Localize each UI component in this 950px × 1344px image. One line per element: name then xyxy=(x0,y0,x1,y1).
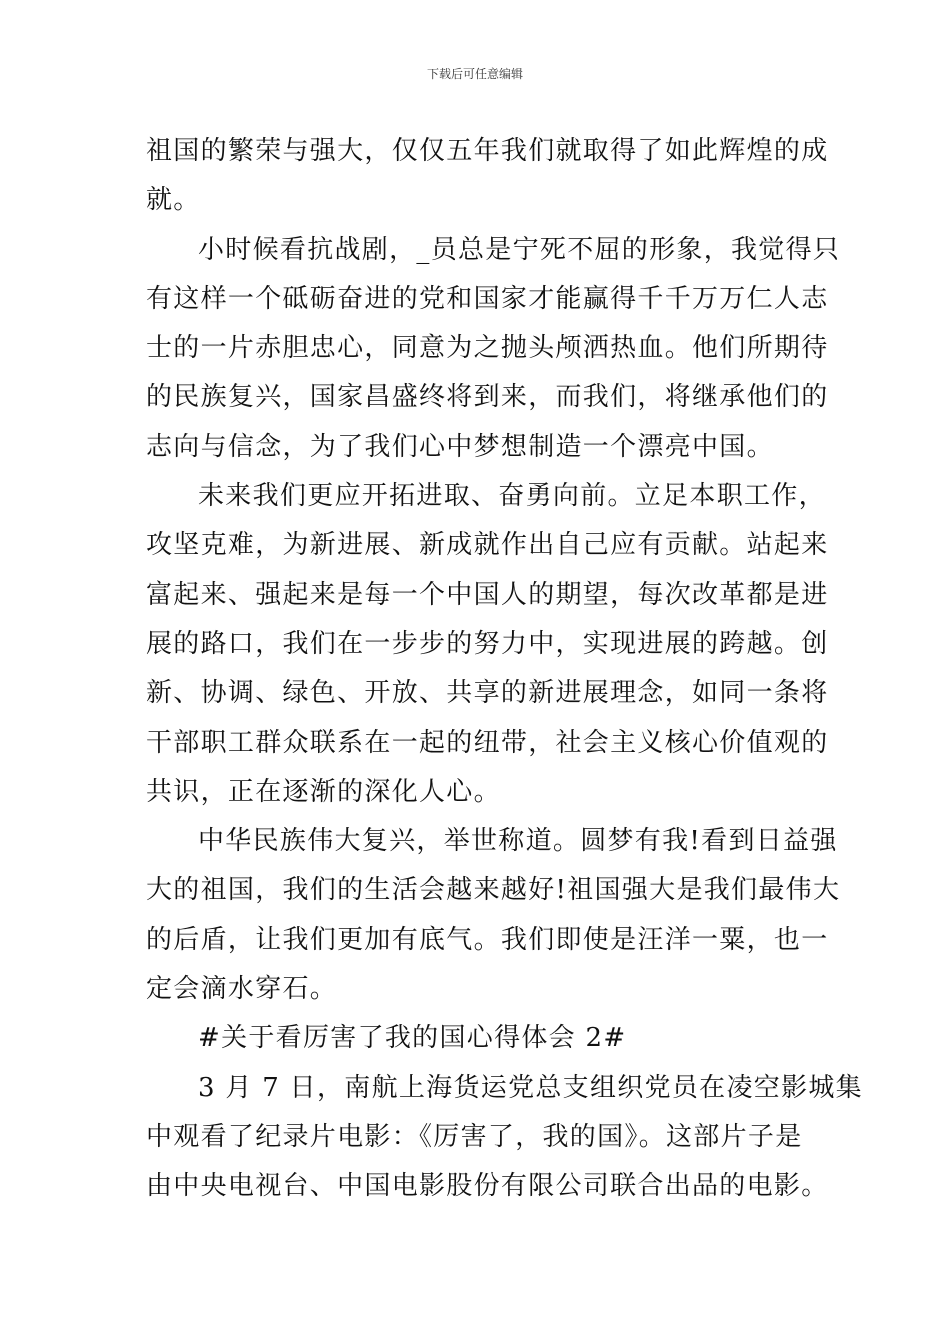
text-line: 大的祖国，我们的生活会越来越好!祖国强大是我们最伟大 xyxy=(146,875,841,906)
text-line: 未来我们更应开拓进取、奋勇向前。立足本职工作， xyxy=(198,481,826,512)
text-line: 攻坚克难，为新进展、新成就作出自己应有贡献。站起来 xyxy=(146,530,829,561)
document-body xyxy=(146,127,863,1212)
paragraph-1 xyxy=(146,127,829,226)
text-line: 富起来、强起来是每一个中国人的期望，每次改革都是进 xyxy=(146,579,829,610)
text-line: 小时候看抗战剧，_员总是宁死不屈的形象，我觉得只 xyxy=(198,234,841,265)
page-header: 下载后可任意编辑 xyxy=(426,67,523,81)
text-line: 中观看了纪录片电影：《厉害了，我的国》。这部片子是 xyxy=(146,1121,803,1152)
paragraph-4 xyxy=(146,817,841,1014)
text-line: 志向与信念，为了我们心中梦想制造一个漂亮中国。 xyxy=(146,431,774,462)
text-line: 的民族复兴，国家昌盛终将到来，而我们，将继承他们的 xyxy=(146,382,829,413)
paragraph-2 xyxy=(146,226,841,472)
text-line: 士的一片赤胆忠心，同意为之抛头颅洒热血。他们所期待 xyxy=(146,333,829,364)
text-line: #关于看厉害了我的国心得体会 2# xyxy=(198,1023,627,1054)
text-line: 3 月 7 日，南航上海货运党总支组织党员在凌空影城集 xyxy=(198,1072,863,1103)
text-line: 祖国的繁荣与强大，仅仅五年我们就取得了如此辉煌的成 xyxy=(146,136,829,166)
text-line: 共识，正在逐渐的深化人心。 xyxy=(146,776,501,807)
text-line: 有这样一个砥砺奋进的党和国家才能赢得千千万万仁人志 xyxy=(146,283,829,314)
text-line: 中华民族伟大复兴，举世称道。圆梦有我!看到日益强 xyxy=(198,826,838,857)
section-heading xyxy=(146,1014,806,1063)
text-line: 就。 xyxy=(146,185,201,216)
text-line: 新、协调、绿色、开放、共享的新进展理念，如同一条将 xyxy=(146,678,829,709)
text-line: 定会滴水穿石。 xyxy=(146,974,338,1005)
text-line: 的后盾，让我们更加有底气。我们即使是汪洋一粟，也一 xyxy=(146,924,829,955)
text-line: 展的路口，我们在一步步的努力中，实现进展的跨越。创 xyxy=(146,628,829,659)
text-line: 由中央电视台、中国电影股份有限公司联合出品的电影。 xyxy=(146,1171,829,1202)
paragraph-5 xyxy=(146,1064,863,1212)
text-line: 干部职工群众联系在一起的纽带，社会主义核心价值观的 xyxy=(146,727,829,758)
paragraph-3 xyxy=(146,472,829,817)
